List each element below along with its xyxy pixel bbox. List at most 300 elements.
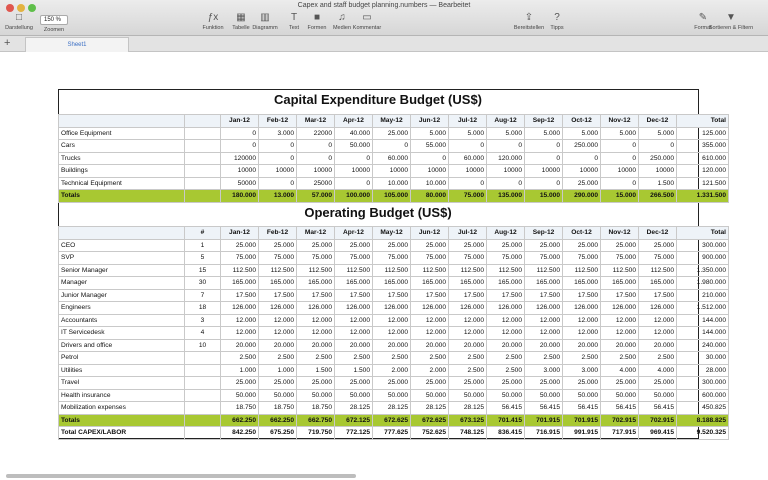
cell[interactable]: 50.000 xyxy=(297,389,335,402)
cell[interactable]: 0 xyxy=(335,177,373,190)
month-header[interactable]: Sep-12 xyxy=(525,115,563,128)
cell[interactable]: 50.000 xyxy=(335,140,373,153)
cell[interactable]: 112.500 xyxy=(563,264,601,277)
cell[interactable]: 2.500 xyxy=(487,364,525,377)
month-header[interactable]: Feb-12 xyxy=(259,115,297,128)
cell[interactable]: 25.000 xyxy=(639,377,677,390)
cell[interactable]: 12.000 xyxy=(487,314,525,327)
cell[interactable]: 112.500 xyxy=(411,264,449,277)
cell[interactable]: 10000 xyxy=(449,165,487,178)
cell[interactable]: 10000 xyxy=(335,165,373,178)
cell[interactable]: 55.000 xyxy=(411,140,449,153)
cell[interactable]: 20.000 xyxy=(411,339,449,352)
cell[interactable]: 25.000 xyxy=(411,239,449,252)
cell[interactable]: 17.500 xyxy=(297,289,335,302)
cell[interactable]: 126.000 xyxy=(525,302,563,315)
grand-total-cell[interactable]: 719.750 xyxy=(297,427,335,440)
cell[interactable]: 0 xyxy=(639,140,677,153)
totals-cell[interactable]: 672.625 xyxy=(373,414,411,427)
cell[interactable]: 25.000 xyxy=(563,239,601,252)
cell[interactable]: 17.500 xyxy=(335,289,373,302)
cell[interactable]: 25.000 xyxy=(373,377,411,390)
cell[interactable]: 12.000 xyxy=(449,327,487,340)
cell[interactable]: 2.500 xyxy=(601,352,639,365)
row-count[interactable]: 18 xyxy=(185,302,221,315)
cell[interactable]: 25.000 xyxy=(259,239,297,252)
cell[interactable]: 28.125 xyxy=(373,402,411,415)
cell[interactable]: 25.000 xyxy=(487,239,525,252)
cell[interactable]: 28.125 xyxy=(411,402,449,415)
cell[interactable]: 2.500 xyxy=(563,352,601,365)
cell[interactable]: 10.000 xyxy=(411,177,449,190)
cell[interactable]: 165.000 xyxy=(297,277,335,290)
grand-total-cell[interactable]: 777.625 xyxy=(373,427,411,440)
cell[interactable]: 12.000 xyxy=(525,314,563,327)
cell[interactable]: 0 xyxy=(373,140,411,153)
cell[interactable]: 75.000 xyxy=(449,252,487,265)
cell[interactable]: 0 xyxy=(601,152,639,165)
cell[interactable]: 12.000 xyxy=(639,327,677,340)
cell[interactable]: 0 xyxy=(563,152,601,165)
cell[interactable]: 0 xyxy=(525,140,563,153)
cell[interactable]: 20.000 xyxy=(259,339,297,352)
cell[interactable]: 25.000 xyxy=(639,239,677,252)
cell[interactable]: 1.000 xyxy=(259,364,297,377)
cell[interactable]: 12.000 xyxy=(335,314,373,327)
row-total[interactable]: 120.000 xyxy=(677,165,729,178)
darstellung-button[interactable] xyxy=(4,12,34,31)
row-label[interactable]: SVP xyxy=(59,252,185,265)
cell[interactable]: 1.500 xyxy=(639,177,677,190)
cell[interactable]: 50.000 xyxy=(639,389,677,402)
cell[interactable]: 112.500 xyxy=(601,264,639,277)
month-header[interactable]: Jul-12 xyxy=(449,227,487,240)
cell[interactable]: 20.000 xyxy=(525,339,563,352)
totals-cell[interactable]: 15.000 xyxy=(525,190,563,203)
totals-cell[interactable]: 135.000 xyxy=(487,190,525,203)
month-header[interactable]: May-12 xyxy=(373,227,411,240)
grand-total-cell[interactable]: 772.125 xyxy=(335,427,373,440)
cell[interactable]: 20.000 xyxy=(335,339,373,352)
cell[interactable]: 40.000 xyxy=(335,127,373,140)
cell[interactable]: 5.000 xyxy=(411,127,449,140)
cell[interactable]: 2.500 xyxy=(411,352,449,365)
cell[interactable]: 12.000 xyxy=(411,314,449,327)
cell[interactable]: 126.000 xyxy=(221,302,259,315)
row-label[interactable]: Technical Equipment xyxy=(59,177,185,190)
cell[interactable]: 165.000 xyxy=(221,277,259,290)
row-total[interactable]: 600.000 xyxy=(677,389,729,402)
totals-cell[interactable]: 701.915 xyxy=(563,414,601,427)
row-count[interactable] xyxy=(185,352,221,365)
cell[interactable]: 2.500 xyxy=(525,352,563,365)
cell[interactable]: 126.000 xyxy=(297,302,335,315)
cell[interactable]: 12.000 xyxy=(297,314,335,327)
cell[interactable]: 2.500 xyxy=(297,352,335,365)
tipps-button[interactable] xyxy=(534,12,580,31)
month-header[interactable]: Mar-12 xyxy=(297,227,335,240)
row-count[interactable]: 4 xyxy=(185,327,221,340)
cell[interactable]: 25.000 xyxy=(297,239,335,252)
cell[interactable]: 50.000 xyxy=(411,389,449,402)
cell[interactable]: 5.000 xyxy=(563,127,601,140)
header-blank[interactable] xyxy=(59,227,185,240)
cell[interactable]: 126.000 xyxy=(639,302,677,315)
row-count[interactable]: 15 xyxy=(185,264,221,277)
cell[interactable]: 112.500 xyxy=(259,264,297,277)
cell[interactable]: 0 xyxy=(487,177,525,190)
cell[interactable]: 2.000 xyxy=(411,364,449,377)
total-header[interactable]: Total xyxy=(677,115,729,128)
month-header[interactable]: Aug-12 xyxy=(487,227,525,240)
month-header[interactable]: Jan-12 xyxy=(221,227,259,240)
grand-total-cell[interactable]: 842.250 xyxy=(221,427,259,440)
cell[interactable]: 12.000 xyxy=(335,327,373,340)
totals-cell[interactable]: 290.000 xyxy=(563,190,601,203)
cell[interactable]: 112.500 xyxy=(297,264,335,277)
cell[interactable]: 2.500 xyxy=(639,352,677,365)
cell[interactable]: 20.000 xyxy=(297,339,335,352)
totals-total[interactable]: 1.331.500 xyxy=(677,190,729,203)
cell[interactable]: 10000 xyxy=(297,165,335,178)
cell[interactable]: 25.000 xyxy=(601,239,639,252)
cell[interactable]: 10000 xyxy=(373,165,411,178)
cell[interactable]: 5.000 xyxy=(525,127,563,140)
month-header[interactable]: Feb-12 xyxy=(259,227,297,240)
cell[interactable]: 50.000 xyxy=(335,389,373,402)
cell[interactable]: 60.000 xyxy=(373,152,411,165)
row-total[interactable]: 210.000 xyxy=(677,289,729,302)
cell[interactable]: 12.000 xyxy=(525,327,563,340)
cell[interactable]: 0 xyxy=(487,140,525,153)
cell[interactable]: 165.000 xyxy=(373,277,411,290)
cell[interactable]: 75.000 xyxy=(297,252,335,265)
cell[interactable]: 75.000 xyxy=(487,252,525,265)
cell[interactable]: 4.000 xyxy=(639,364,677,377)
cell-blank[interactable] xyxy=(185,177,221,190)
cell[interactable]: 5.000 xyxy=(601,127,639,140)
cell[interactable]: 126.000 xyxy=(373,302,411,315)
cell[interactable]: 56.415 xyxy=(525,402,563,415)
cell[interactable]: 250.000 xyxy=(639,152,677,165)
cell[interactable]: 17.500 xyxy=(639,289,677,302)
grand-total-label[interactable]: Total CAPEX/LABOR xyxy=(59,427,185,440)
cell[interactable]: 50.000 xyxy=(563,389,601,402)
cell[interactable]: 75.000 xyxy=(259,252,297,265)
cell[interactable]: 0 xyxy=(259,140,297,153)
cell[interactable]: 60.000 xyxy=(449,152,487,165)
cell[interactable]: 12.000 xyxy=(639,314,677,327)
cell[interactable]: 25.000 xyxy=(563,177,601,190)
cell[interactable]: 56.415 xyxy=(601,402,639,415)
totals-cell[interactable]: 57.000 xyxy=(297,190,335,203)
header-blank[interactable] xyxy=(185,115,221,128)
cell[interactable]: 50.000 xyxy=(601,389,639,402)
cell[interactable]: 25000 xyxy=(297,177,335,190)
cell[interactable]: 12.000 xyxy=(373,327,411,340)
sortieren-filtern-button[interactable] xyxy=(708,12,754,31)
cell[interactable]: 25.000 xyxy=(449,377,487,390)
cell[interactable]: 10000 xyxy=(221,165,259,178)
month-header[interactable]: Apr-12 xyxy=(335,115,373,128)
cell[interactable]: 0 xyxy=(221,140,259,153)
month-header[interactable]: Jul-12 xyxy=(449,115,487,128)
row-count[interactable] xyxy=(185,364,221,377)
grand-total-total[interactable]: 9.520.325 xyxy=(677,427,729,440)
totals-cell[interactable]: 75.000 xyxy=(449,190,487,203)
cell[interactable]: 10000 xyxy=(259,165,297,178)
cell[interactable]: 50000 xyxy=(221,177,259,190)
month-header[interactable]: Jan-12 xyxy=(221,115,259,128)
cell[interactable]: 10000 xyxy=(563,165,601,178)
totals-cell[interactable]: 672.625 xyxy=(411,414,449,427)
row-count[interactable] xyxy=(185,377,221,390)
cell[interactable]: 126.000 xyxy=(411,302,449,315)
cell-blank[interactable] xyxy=(185,190,221,203)
cell[interactable]: 0 xyxy=(601,177,639,190)
totals-cell[interactable]: 673.125 xyxy=(449,414,487,427)
row-label[interactable]: Utilities xyxy=(59,364,185,377)
cell[interactable]: 1.000 xyxy=(221,364,259,377)
grand-total-cell[interactable]: 969.415 xyxy=(639,427,677,440)
tab-sheet1[interactable]: Sheet1 xyxy=(25,37,129,52)
cell[interactable]: 12.000 xyxy=(221,327,259,340)
cell[interactable]: 10000 xyxy=(601,165,639,178)
cell[interactable]: 12.000 xyxy=(411,327,449,340)
month-header[interactable]: Apr-12 xyxy=(335,227,373,240)
month-header[interactable]: Dec-12 xyxy=(639,227,677,240)
cell[interactable]: 75.000 xyxy=(411,252,449,265)
cell[interactable]: 20.000 xyxy=(449,339,487,352)
cell-blank[interactable] xyxy=(185,165,221,178)
row-label[interactable]: Junior Manager xyxy=(59,289,185,302)
cell[interactable]: 112.500 xyxy=(221,264,259,277)
cell[interactable]: 56.415 xyxy=(487,402,525,415)
row-label[interactable]: Travel xyxy=(59,377,185,390)
totals-cell[interactable]: 13.000 xyxy=(259,190,297,203)
cell[interactable]: 18.750 xyxy=(297,402,335,415)
row-label[interactable]: Office Equipment xyxy=(59,127,185,140)
cell[interactable]: 120000 xyxy=(221,152,259,165)
cell[interactable]: 10.000 xyxy=(373,177,411,190)
month-header[interactable]: Sep-12 xyxy=(525,227,563,240)
cell[interactable]: 22000 xyxy=(297,127,335,140)
row-label[interactable]: CEO xyxy=(59,239,185,252)
cell[interactable]: 17.500 xyxy=(525,289,563,302)
totals-cell[interactable]: 662.750 xyxy=(297,414,335,427)
cell[interactable]: 75.000 xyxy=(525,252,563,265)
cell[interactable]: 18.750 xyxy=(259,402,297,415)
totals-cell[interactable]: 80.000 xyxy=(411,190,449,203)
cell[interactable]: 0 xyxy=(221,127,259,140)
grand-total-cell[interactable]: 675.250 xyxy=(259,427,297,440)
totals-cell[interactable]: 702.915 xyxy=(639,414,677,427)
cell[interactable]: 12.000 xyxy=(563,327,601,340)
row-count[interactable] xyxy=(185,402,221,415)
month-header[interactable]: Nov-12 xyxy=(601,227,639,240)
row-total[interactable]: 121.500 xyxy=(677,177,729,190)
totals-cell[interactable]: 701.915 xyxy=(525,414,563,427)
cell-blank[interactable] xyxy=(185,152,221,165)
cell[interactable]: 25.000 xyxy=(259,377,297,390)
cell[interactable]: 25.000 xyxy=(563,377,601,390)
cell[interactable]: 12.000 xyxy=(601,327,639,340)
cell[interactable]: 2.500 xyxy=(373,352,411,365)
grand-total-cell[interactable]: 991.915 xyxy=(563,427,601,440)
cell[interactable]: 75.000 xyxy=(601,252,639,265)
cell[interactable]: 12.000 xyxy=(259,327,297,340)
cell[interactable]: 165.000 xyxy=(525,277,563,290)
cell[interactable]: 0 xyxy=(335,152,373,165)
cell[interactable]: 165.000 xyxy=(563,277,601,290)
cell[interactable]: 20.000 xyxy=(639,339,677,352)
cell[interactable]: 2.500 xyxy=(221,352,259,365)
totals-total[interactable]: 8.188.825 xyxy=(677,414,729,427)
cell[interactable]: 0 xyxy=(297,140,335,153)
month-header[interactable]: May-12 xyxy=(373,115,411,128)
row-total[interactable]: 240.000 xyxy=(677,339,729,352)
row-count[interactable]: 5 xyxy=(185,252,221,265)
cell[interactable]: 165.000 xyxy=(487,277,525,290)
cell[interactable]: 0 xyxy=(449,140,487,153)
row-count[interactable]: 3 xyxy=(185,314,221,327)
row-count[interactable]: 7 xyxy=(185,289,221,302)
row-label[interactable]: Senior Manager xyxy=(59,264,185,277)
row-label[interactable]: Petrol xyxy=(59,352,185,365)
grand-total-cell[interactable]: 836.415 xyxy=(487,427,525,440)
cell[interactable]: 10000 xyxy=(639,165,677,178)
month-header[interactable]: Aug-12 xyxy=(487,115,525,128)
cell[interactable]: 0 xyxy=(525,177,563,190)
month-header[interactable]: Jun-12 xyxy=(411,115,449,128)
row-label[interactable]: Trucks xyxy=(59,152,185,165)
month-header[interactable]: Dec-12 xyxy=(639,115,677,128)
totals-cell[interactable]: 100.000 xyxy=(335,190,373,203)
cell[interactable]: 126.000 xyxy=(259,302,297,315)
total-header[interactable]: Total xyxy=(677,227,729,240)
row-label[interactable]: Engineers xyxy=(59,302,185,315)
row-total[interactable]: 355.000 xyxy=(677,140,729,153)
row-total[interactable]: 30.000 xyxy=(677,352,729,365)
totals-label[interactable]: Totals xyxy=(59,190,185,203)
cell[interactable]: 25.000 xyxy=(335,377,373,390)
row-count[interactable]: 30 xyxy=(185,277,221,290)
cell[interactable]: 126.000 xyxy=(487,302,525,315)
row-total[interactable]: 144.000 xyxy=(677,314,729,327)
cell[interactable]: 0 xyxy=(259,177,297,190)
cell[interactable]: 120.000 xyxy=(487,152,525,165)
grand-total-cell[interactable]: 752.625 xyxy=(411,427,449,440)
row-label[interactable]: Health insurance xyxy=(59,389,185,402)
kommentar-button[interactable] xyxy=(350,12,384,31)
cell[interactable]: 20.000 xyxy=(601,339,639,352)
cell[interactable]: 20.000 xyxy=(563,339,601,352)
row-total[interactable]: 900.000 xyxy=(677,252,729,265)
cell[interactable]: 25.000 xyxy=(525,239,563,252)
cell[interactable]: 50.000 xyxy=(373,389,411,402)
cell[interactable]: 250.000 xyxy=(563,140,601,153)
cell[interactable]: 12.000 xyxy=(563,314,601,327)
cell[interactable]: 17.500 xyxy=(221,289,259,302)
cell[interactable]: 165.000 xyxy=(639,277,677,290)
cell[interactable]: 25.000 xyxy=(487,377,525,390)
cell[interactable]: 112.500 xyxy=(639,264,677,277)
cell[interactable]: 75.000 xyxy=(335,252,373,265)
cell[interactable]: 20.000 xyxy=(487,339,525,352)
horizontal-scrollbar[interactable] xyxy=(6,474,356,478)
row-label[interactable]: Mobilization expenses xyxy=(59,402,185,415)
cell[interactable]: 165.000 xyxy=(411,277,449,290)
cell[interactable]: 25.000 xyxy=(449,239,487,252)
totals-label[interactable]: Totals xyxy=(59,414,185,427)
cell[interactable]: 50.000 xyxy=(449,389,487,402)
cell[interactable]: 12.000 xyxy=(487,327,525,340)
cell[interactable]: 17.500 xyxy=(487,289,525,302)
cell[interactable]: 112.500 xyxy=(335,264,373,277)
row-total[interactable]: 125.000 xyxy=(677,127,729,140)
header-blank[interactable] xyxy=(59,115,185,128)
cell[interactable]: 2.500 xyxy=(449,352,487,365)
cell[interactable]: 3.000 xyxy=(259,127,297,140)
cell[interactable]: 18.750 xyxy=(221,402,259,415)
add-sheet-button[interactable]: + xyxy=(4,37,11,49)
cell[interactable]: 1.500 xyxy=(335,364,373,377)
cell[interactable]: 56.415 xyxy=(563,402,601,415)
totals-cell[interactable]: 180.000 xyxy=(221,190,259,203)
row-total[interactable]: 28.000 xyxy=(677,364,729,377)
month-header[interactable]: Mar-12 xyxy=(297,115,335,128)
row-count[interactable] xyxy=(185,389,221,402)
cell[interactable]: 17.500 xyxy=(449,289,487,302)
count-header[interactable]: # xyxy=(185,227,221,240)
row-total[interactable]: 450.825 xyxy=(677,402,729,415)
row-total[interactable]: 300.000 xyxy=(677,377,729,390)
cell[interactable]: 0 xyxy=(525,152,563,165)
cell[interactable]: 0 xyxy=(411,152,449,165)
totals-cell[interactable]: 672.125 xyxy=(335,414,373,427)
cell[interactable]: 5.000 xyxy=(487,127,525,140)
cell[interactable]: 25.000 xyxy=(601,377,639,390)
cell[interactable]: 25.000 xyxy=(411,377,449,390)
month-header[interactable]: Jun-12 xyxy=(411,227,449,240)
cell[interactable]: 5.000 xyxy=(639,127,677,140)
cell[interactable]: 126.000 xyxy=(335,302,373,315)
row-label[interactable]: Buildings xyxy=(59,165,185,178)
cell[interactable]: 2.500 xyxy=(449,364,487,377)
cell[interactable]: 20.000 xyxy=(373,339,411,352)
cell[interactable]: 20.000 xyxy=(221,339,259,352)
cell[interactable]: 10000 xyxy=(525,165,563,178)
cell[interactable]: 112.500 xyxy=(449,264,487,277)
cell[interactable]: 12.000 xyxy=(601,314,639,327)
row-label[interactable]: Manager xyxy=(59,277,185,290)
row-total[interactable]: 144.000 xyxy=(677,327,729,340)
cell-blank[interactable] xyxy=(185,414,221,427)
cell[interactable]: 56.415 xyxy=(639,402,677,415)
totals-cell[interactable]: 701.415 xyxy=(487,414,525,427)
cell[interactable]: 10000 xyxy=(487,165,525,178)
row-label[interactable]: Accountants xyxy=(59,314,185,327)
cell[interactable]: 25.000 xyxy=(525,377,563,390)
totals-cell[interactable]: 662.250 xyxy=(221,414,259,427)
cell[interactable]: 17.500 xyxy=(411,289,449,302)
cell[interactable]: 112.500 xyxy=(373,264,411,277)
cell[interactable]: 25.000 xyxy=(373,239,411,252)
row-label[interactable]: Drivers and office xyxy=(59,339,185,352)
cell[interactable]: 165.000 xyxy=(449,277,487,290)
cell[interactable]: 28.125 xyxy=(335,402,373,415)
cell[interactable]: 165.000 xyxy=(335,277,373,290)
